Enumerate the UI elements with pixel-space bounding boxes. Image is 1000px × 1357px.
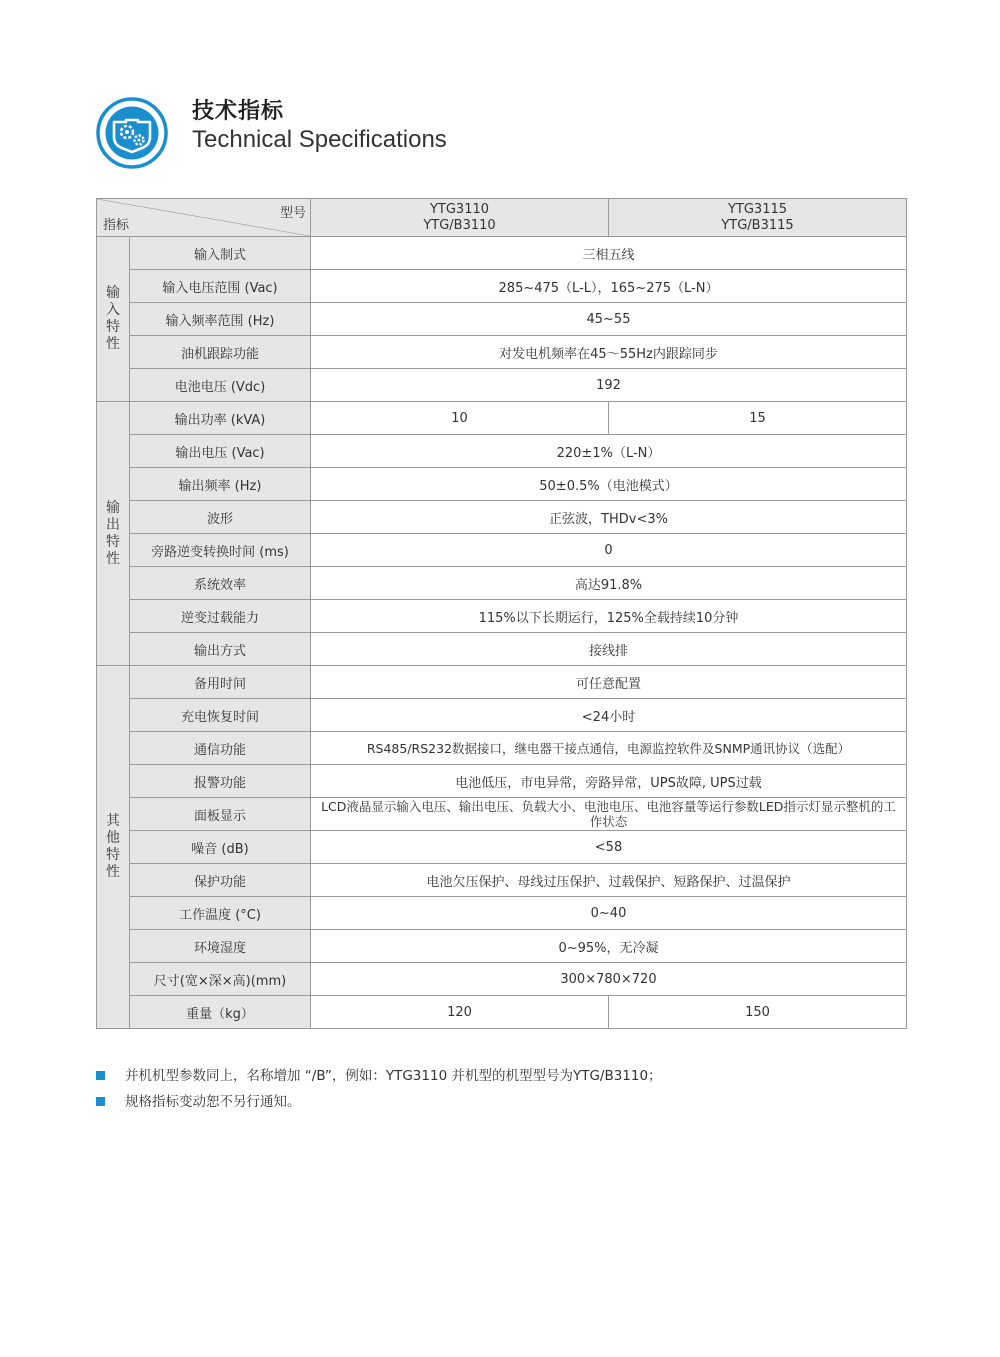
row-value: <58 (311, 831, 907, 864)
row-value: LCD液晶显示输入电压、输出电压、负载大小、电池电压、电池容量等运行参数LED指示灯显示整机的工作状态 (311, 798, 907, 831)
model-name: YTG3115 (727, 201, 788, 217)
row-label: 输出频率 (Hz) (130, 468, 311, 501)
corner-cell (97, 199, 311, 237)
table-row (97, 468, 907, 501)
row-label: 系统效率 (130, 567, 311, 600)
row-label: 面板显示 (130, 798, 311, 831)
model-header-1 (311, 199, 609, 237)
model-name-parallel: YTG/B3115 (721, 217, 794, 233)
row-value: 300×780×720 (311, 963, 907, 996)
row-label: 输入制式 (130, 237, 311, 270)
row-label: 波形 (130, 501, 311, 534)
row-label: 环境湿度 (130, 930, 311, 963)
table-row (97, 303, 907, 336)
table-row (97, 435, 907, 468)
footnotes (96, 1066, 906, 1118)
row-value: 115%以下长期运行，125%全载持续10分钟 (311, 600, 907, 633)
table-row (97, 831, 907, 864)
row-value: 电池欠压保护、母线过压保护、过载保护、短路保护、过温保护 (311, 864, 907, 897)
table-row (97, 699, 907, 732)
row-label: 输出方式 (130, 633, 311, 666)
row-label: 备用时间 (130, 666, 311, 699)
row-value-model-2: 150 (609, 996, 907, 1029)
footnote-item (96, 1066, 906, 1092)
row-value: 285~475（L-L），165~275（L-N） (311, 270, 907, 303)
row-label: 重量（kg） (130, 996, 311, 1029)
table-row (97, 633, 907, 666)
row-value: 0 (311, 534, 907, 567)
table-row (97, 369, 907, 402)
row-value-model-2: 15 (609, 402, 907, 435)
row-value: <24小时 (311, 699, 907, 732)
table-row (97, 798, 907, 831)
row-value: 0~95%，无冷凝 (311, 930, 907, 963)
row-value: 可任意配置 (311, 666, 907, 699)
row-value: 220±1%（L-N） (311, 435, 907, 468)
row-value: 45~55 (311, 303, 907, 336)
table-row (97, 336, 907, 369)
table-row (97, 402, 907, 435)
table-row (97, 567, 907, 600)
spec-table (96, 198, 907, 1029)
row-label: 输出电压 (Vac) (130, 435, 311, 468)
row-label: 工作温度 (°C) (130, 897, 311, 930)
row-value: 接线排 (311, 633, 907, 666)
row-value: 192 (311, 369, 907, 402)
row-label: 充电恢复时间 (130, 699, 311, 732)
square-bullet-icon (96, 1097, 105, 1106)
row-label: 电池电压 (Vdc) (130, 369, 311, 402)
row-label: 油机跟踪功能 (130, 336, 311, 369)
row-label: 尺寸(宽×深×高)(mm) (130, 963, 311, 996)
row-label: 输入电压范围 (Vac) (130, 270, 311, 303)
row-label: 噪音 (dB) (130, 831, 311, 864)
row-value: RS485/RS232数据接口，继电器干接点通信，电源监控软件及SNMP通讯协议（选配） (311, 732, 907, 765)
row-label: 通信功能 (130, 732, 311, 765)
group-label-input: 输入特性 (97, 237, 130, 402)
row-value: 正弦波，THDv<3% (311, 501, 907, 534)
table-row (97, 501, 907, 534)
row-label: 输入频率范围 (Hz) (130, 303, 311, 336)
row-label: 逆变过载能力 (130, 600, 311, 633)
row-value-model-1: 10 (311, 402, 609, 435)
table-row (97, 732, 907, 765)
row-value: 0~40 (311, 897, 907, 930)
model-name: YTG3110 (429, 201, 490, 217)
group-label-other: 其他特性 (97, 666, 130, 1029)
table-row (97, 600, 907, 633)
row-value: 高达91.8% (311, 567, 907, 600)
row-value: 对发电机频率在45～55Hz内跟踪同步 (311, 336, 907, 369)
table-row (97, 963, 907, 996)
row-value: 50±0.5%（电池模式） (311, 468, 907, 501)
square-bullet-icon (96, 1071, 105, 1080)
corner-index-label: 指标 (103, 218, 130, 233)
row-label: 旁路逆变转换时间 (ms) (130, 534, 311, 567)
title-chinese: 技术指标 (192, 99, 285, 124)
gear-shield-icon (96, 97, 168, 169)
corner-model-label: 型号 (279, 206, 306, 221)
row-value: 电池低压，市电异常，旁路异常，UPS故障, UPS过载 (311, 765, 907, 798)
row-label: 报警功能 (130, 765, 311, 798)
row-value: 三相五线 (311, 237, 907, 270)
table-row (97, 237, 907, 270)
row-label: 保护功能 (130, 864, 311, 897)
table-row (97, 996, 907, 1029)
table-row (97, 270, 907, 303)
table-header-row (97, 199, 907, 237)
title-english: Technical Specifications (192, 126, 447, 153)
model-header-2 (609, 199, 907, 237)
table-row (97, 930, 907, 963)
footnote-item (96, 1092, 906, 1118)
table-row (97, 666, 907, 699)
table-row (97, 765, 907, 798)
model-name-parallel: YTG/B3110 (423, 217, 496, 233)
group-label-output: 输出特性 (97, 402, 130, 666)
table-row (97, 864, 907, 897)
page-header (96, 96, 896, 176)
footnote-text: 规格指标变动恕不另行通知。 (125, 1094, 301, 1110)
table-row (97, 534, 907, 567)
footnote-text: 并机机型参数同上，名称增加 “/B”，例如：YTG3110 并机型的机型型号为YTG/B3110； (125, 1068, 662, 1084)
row-label: 输出功率 (kVA) (130, 402, 311, 435)
table-row (97, 897, 907, 930)
row-value-model-1: 120 (311, 996, 609, 1029)
